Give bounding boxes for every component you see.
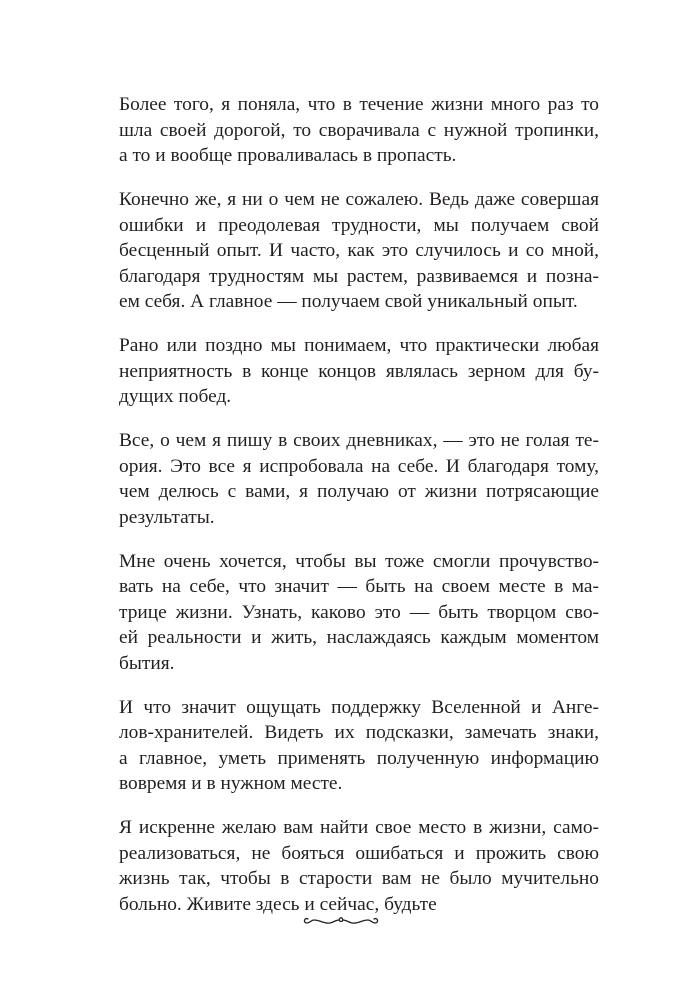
text-line: И что значит ощущать поддержку Вселенной и Анге- <box>119 696 599 718</box>
paragraph-3 <box>119 333 599 410</box>
text-line: Более того, я поняла, что в течение жизни много раз то <box>119 94 599 115</box>
text-line: Я искренне желаю вам найти свое место в жизни, само- <box>119 817 599 838</box>
paragraph-2 <box>119 187 599 315</box>
text-line: а главное, уметь применять полученную информацию <box>119 747 599 769</box>
text-line: ем себя. А главное — получаем свой уникальный опыт. <box>119 291 578 312</box>
page-body-text <box>119 92 599 936</box>
text-line: больно. Живите здесь и сейчас, будьте <box>119 893 437 915</box>
paragraph-1 <box>119 92 599 169</box>
text-line: реализоваться, не бояться ошибаться и прожить свою <box>119 842 599 864</box>
text-line: дущих побед. <box>119 386 232 407</box>
flourish-divider-icon <box>300 908 382 932</box>
text-line: Мне очень хочется, чтобы вы тоже смогли прочувство- <box>119 550 599 572</box>
text-line: результаты. <box>119 506 215 528</box>
text-line: Все, о чем я пишу в своих дневниках, — это не голая те- <box>119 430 599 451</box>
paragraph-5 <box>119 549 599 677</box>
text-line: вать на себе, что значит — быть на своем месте в ма- <box>119 576 599 597</box>
text-line: благодаря трудностям мы растем, развиваемся и позна- <box>119 265 599 287</box>
text-line: а то и вообще проваливалась в пропасть. <box>119 145 457 166</box>
text-line: ория. Это все я испробовала на себе. И благодаря тому, <box>119 455 599 477</box>
text-line: шла своей дорогой, то сворачивала с нужной тропинки, <box>119 119 599 141</box>
text-line: неприятность в конце концов являлась зерном для бу- <box>119 360 599 382</box>
text-line: лов-хранителей. Видеть их подсказки, замечать знаки, <box>119 722 599 743</box>
paragraph-4 <box>119 428 599 530</box>
text-line: Рано или поздно мы понимаем, что практически любая <box>119 335 599 356</box>
text-line: трице жизни. Узнать, каково это — быть творцом сво- <box>119 601 599 623</box>
text-line: чем делюсь с вами, я получаю от жизни потрясающие <box>119 481 599 502</box>
text-line: ей реальности и жить, наслаждаясь каждым моментом <box>119 627 599 648</box>
paragraph-7 <box>119 815 599 917</box>
paragraph-6 <box>119 695 599 797</box>
text-line: жизнь так, чтобы в старости вам не было мучительно <box>119 868 599 889</box>
text-line: Конечно же, я ни о чем не сожалею. Ведь даже совершая <box>119 189 599 210</box>
text-line: бесценный опыт. И часто, как это случилось и со мной, <box>119 240 599 261</box>
text-line: ошибки и преодолевая трудности, мы получаем свой <box>119 214 599 236</box>
text-line: вовремя и в нужном месте. <box>119 773 343 794</box>
text-line: бытия. <box>119 652 175 674</box>
